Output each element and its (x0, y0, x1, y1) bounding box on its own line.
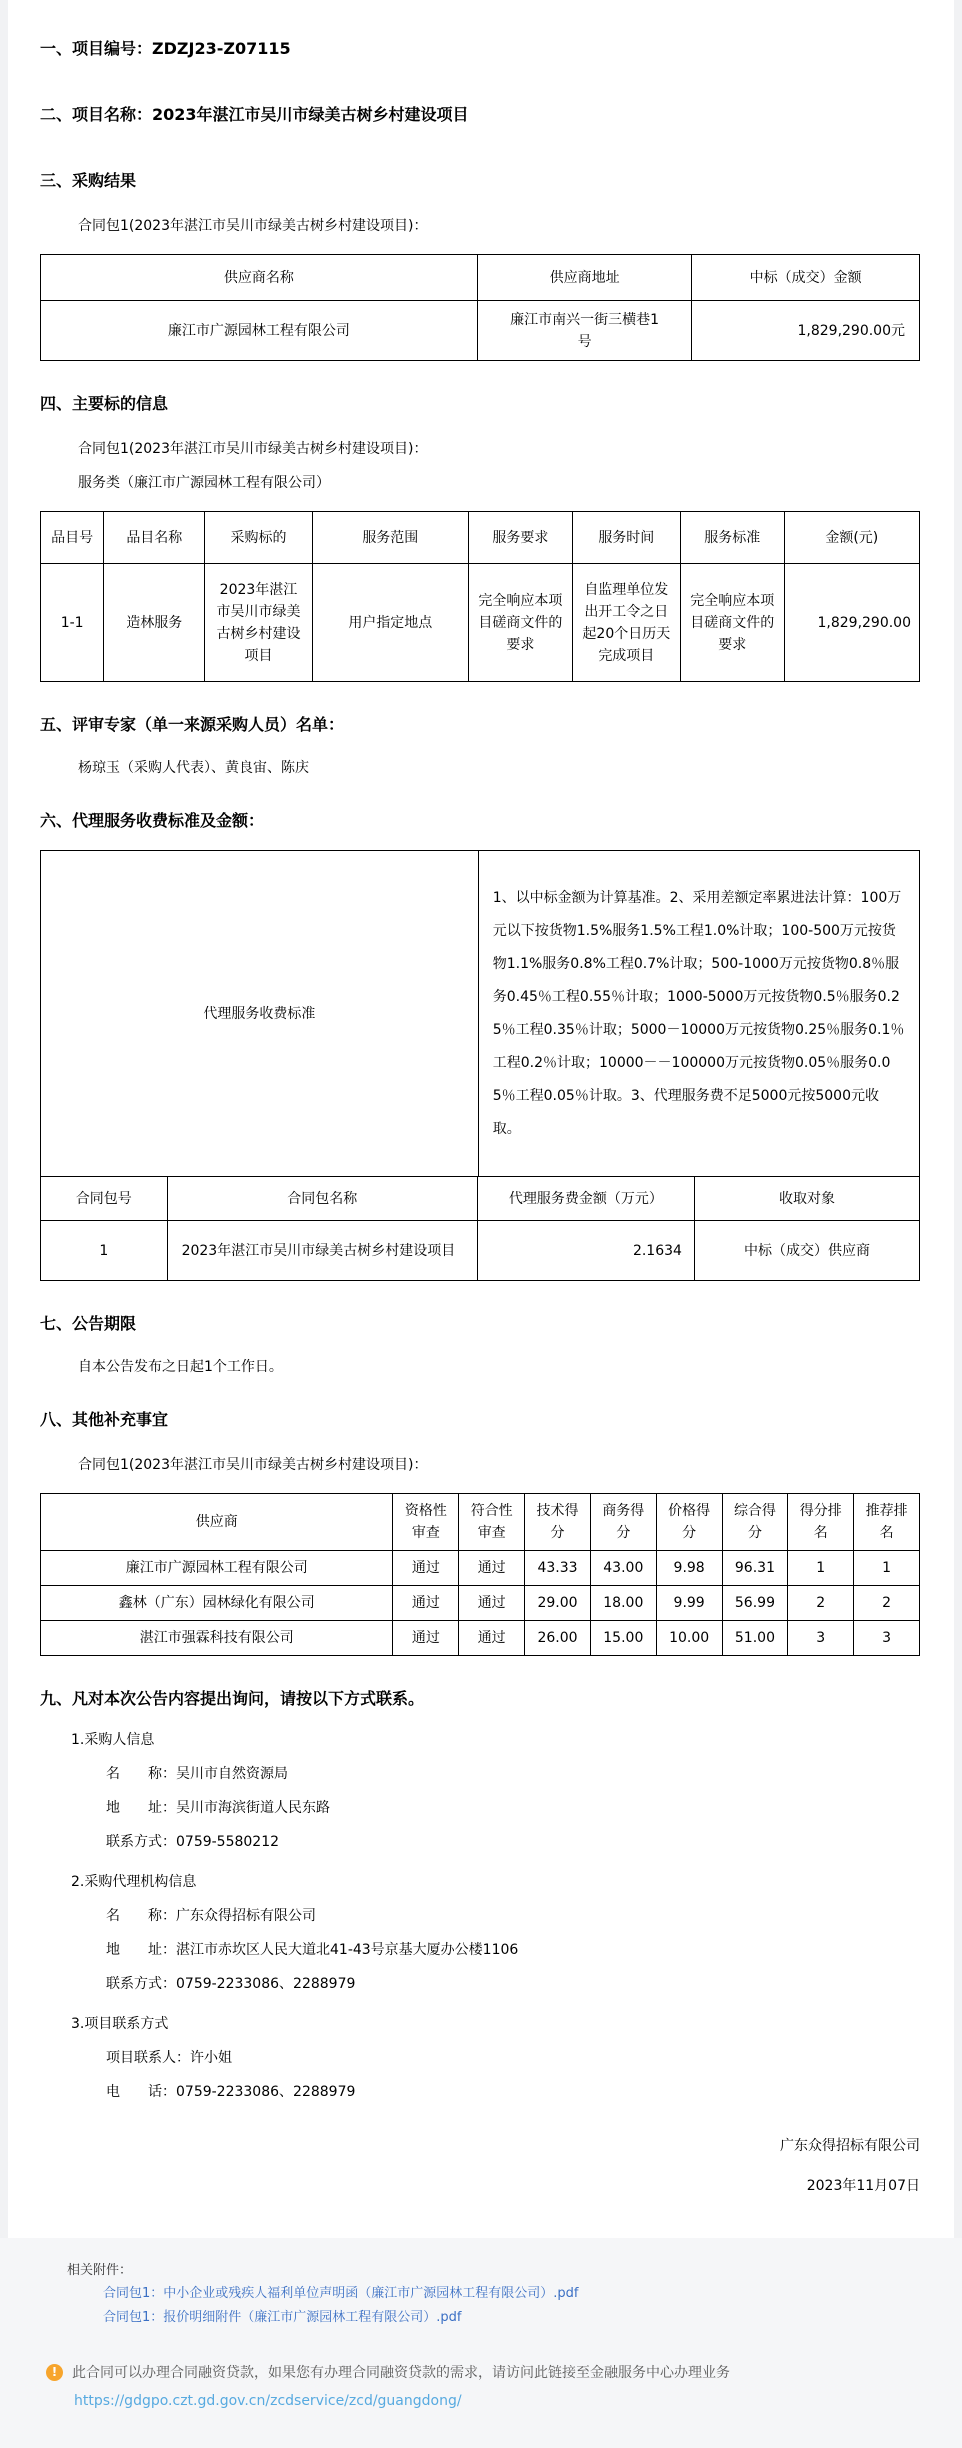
section-project-number: 一、项目编号：ZDZJ23-Z07115 (40, 39, 291, 58)
table-cell: 9.99 (656, 1586, 722, 1621)
table-cell: 10.00 (656, 1621, 722, 1656)
column-header: 得分排名 (788, 1494, 854, 1551)
project-contact-person: 项目联系人：许小姐 (106, 2050, 232, 2066)
table-cell: 43.00 (590, 1551, 656, 1586)
attachment-link[interactable]: 合同包1：报价明细附件（廉江市广源园林工程有限公司）.pdf (103, 2310, 462, 2325)
column-header: 综合得分 (722, 1494, 788, 1551)
table-cell: 26.00 (525, 1621, 591, 1656)
table-cell: 湛江市强霖科技有限公司 (41, 1621, 393, 1656)
column-header: 资格性审查 (393, 1494, 459, 1551)
column-header: 价格得分 (656, 1494, 722, 1551)
column-header: 服务要求 (469, 512, 573, 564)
table-cell: 2 (788, 1586, 854, 1621)
table-cell: 2023年湛江市吴川市绿美古树乡村建设项目 (205, 564, 312, 682)
table-cell: 完全响应本项目磋商文件的要求 (680, 564, 784, 682)
section-procurement-result-title: 三、采购结果 (40, 171, 137, 190)
column-header: 合同包名称 (167, 1177, 477, 1221)
category-line: 服务类（廉江市广源园林工程有限公司） (78, 475, 330, 491)
section-contact-title: 九、凡对本次公告内容提出询问，请按以下方式联系。 (40, 1689, 425, 1708)
project-contact-heading: 3.项目联系方式 (71, 2016, 169, 2032)
table-cell: 通过 (459, 1621, 525, 1656)
column-header: 服务范围 (312, 512, 468, 564)
column-header: 采购标的 (205, 512, 312, 564)
section-announcement-period-title: 七、公告期限 (40, 1314, 137, 1333)
table-cell: 完全响应本项目磋商文件的要求 (469, 564, 573, 682)
table-cell: 通过 (393, 1621, 459, 1656)
table-cell: 通过 (393, 1586, 459, 1621)
table-cell: 3 (854, 1621, 920, 1656)
purchaser-name: 名 称：吴川市自然资源局 (106, 1766, 288, 1782)
fee-package-table (40, 1176, 920, 1281)
section-subject-info-title: 四、主要标的信息 (40, 394, 169, 413)
agency-contact: 联系方式：0759-2233086、2288979 (106, 1976, 356, 1992)
column-header: 收取对象 (694, 1177, 919, 1221)
table-cell: 9.98 (656, 1551, 722, 1586)
table-cell: 廉江市广源园林工程有限公司 (41, 1551, 393, 1586)
experts-list: 杨琼玉（采购人代表）、黄良宙、陈庆 (78, 760, 309, 776)
table-cell: 56.99 (722, 1586, 788, 1621)
table-cell: 3 (788, 1621, 854, 1656)
project-contact-phone: 电 话：0759-2233086、2288979 (106, 2084, 356, 2100)
attachments-label: 相关附件： (67, 2263, 133, 2278)
fee-standard-text: 1、以中标金额为计算基准。2、采用差额定率累进法计算：100万元以下按货物1.5%服务1.5%工程1.0%计取；100-500万元按货物1.1%服务0.8%工程0.7%计取；500-1000万元按货物0.8％服务0.45％工程0.55％计取；1000-5000万元按货物0.5％服务0.25％工程0.35％计取；5000－10000万元按货物0.25％服务0.1％工程0.2％计取；10000－－100000万元按货物0.05％服务0.05％工程0.05％计取。3、代理服务费不足5000元按5000元收取。 (478, 851, 919, 1177)
section-project-name: 二、项目名称：2023年湛江市吴川市绿美古树乡村建设项目 (40, 105, 469, 124)
table-header-row (41, 1494, 920, 1551)
column-header: 中标（成交）金额 (692, 255, 920, 301)
subject-table (40, 511, 920, 682)
table-cell: 43.33 (525, 1551, 591, 1586)
column-header: 商务得分 (590, 1494, 656, 1551)
table-cell: 通过 (393, 1551, 459, 1586)
column-header: 代理服务费金额（万元） (477, 1177, 694, 1221)
table-cell: 51.00 (722, 1621, 788, 1656)
table-cell: 18.00 (590, 1586, 656, 1621)
table-header-row (41, 255, 920, 301)
column-header: 品目名称 (104, 512, 205, 564)
signature-block (40, 2136, 920, 2196)
finance-notice (46, 2362, 962, 2384)
column-header: 服务时间 (572, 512, 680, 564)
section-supplementary-title: 八、其他补充事宜 (40, 1410, 169, 1429)
table-row (41, 1621, 920, 1656)
table-cell: 29.00 (525, 1586, 591, 1621)
table-cell: 1 (788, 1551, 854, 1586)
table-cell: 廉江市南兴一街三横巷1号 (477, 301, 691, 361)
data-table (40, 254, 920, 361)
table-cell: 2023年湛江市吴川市绿美古树乡村建设项目 (167, 1221, 477, 1281)
table-cell: 廉江市广源园林工程有限公司 (41, 301, 478, 361)
table-cell: 2 (854, 1586, 920, 1621)
page-footer (0, 2238, 962, 2448)
table-cell: 1 (854, 1551, 920, 1586)
warning-icon: ! (46, 2364, 63, 2381)
package-line-supplementary: 合同包1(2023年湛江市吴川市绿美古树乡村建设项目)： (78, 1457, 428, 1473)
fee-standard-label: 代理服务收费标准 (41, 851, 479, 1177)
data-table (40, 1493, 920, 1656)
table-cell: 1,829,290.00元 (692, 301, 920, 361)
finance-notice-text: 此合同可以办理合同融资贷款，如果您有办理合同融资贷款的需求，请访问此链接至金融服务中心办理业务 (72, 2365, 730, 2381)
column-header: 供应商地址 (477, 255, 691, 301)
column-header: 符合性审查 (459, 1494, 525, 1551)
column-header: 合同包号 (41, 1177, 168, 1221)
table-row (41, 1551, 920, 1586)
package-line-result: 合同包1(2023年湛江市吴川市绿美古树乡村建设项目)： (78, 218, 428, 234)
purchaser-address: 地 址：吴川市海滨街道人民东路 (106, 1800, 330, 1816)
column-header: 供应商 (41, 1494, 393, 1551)
table-cell: 造林服务 (104, 564, 205, 682)
table-cell: 2.1634 (477, 1221, 694, 1281)
table-header-row (41, 512, 920, 564)
table-row (41, 564, 920, 682)
section-agency-fee-title: 六、代理服务收费标准及金额： (40, 811, 265, 830)
table-cell: 96.31 (722, 1551, 788, 1586)
table-row (41, 851, 920, 1177)
data-table (40, 511, 920, 682)
column-header: 品目号 (41, 512, 104, 564)
table-row (41, 301, 920, 361)
package-line-subject: 合同包1(2023年湛江市吴川市绿美古树乡村建设项目)： (78, 441, 428, 457)
attachments-list (103, 2282, 962, 2330)
attachment-link[interactable]: 合同包1：中小企业或残疾人福利单位声明函（廉江市广源园林工程有限公司）.pdf (103, 2286, 579, 2301)
table-cell: 1-1 (41, 564, 104, 682)
table-header-row (41, 1177, 920, 1221)
column-header: 推荐排名 (854, 1494, 920, 1551)
column-header: 技术得分 (525, 1494, 591, 1551)
agency-name: 名 称：广东众得招标有限公司 (106, 1908, 316, 1924)
table-row (41, 1221, 920, 1281)
table-cell: 通过 (459, 1586, 525, 1621)
score-table (40, 1493, 920, 1656)
table-cell: 鑫林（广东）园林绿化有限公司 (41, 1586, 393, 1621)
agency-address: 地 址：湛江市赤坎区人民大道北41-43号京基大厦办公楼1106 (106, 1942, 519, 1958)
finance-service-link[interactable]: https://gdgpo.czt.gd.gov.cn/zcdservice/zcd/guangdong/ (74, 2393, 462, 2409)
column-header: 金额(元) (784, 512, 919, 564)
purchaser-contact: 联系方式：0759-5580212 (106, 1834, 280, 1850)
table-cell: 15.00 (590, 1621, 656, 1656)
table-cell: 1 (41, 1221, 168, 1281)
result-table (40, 254, 920, 361)
table-cell: 用户指定地点 (312, 564, 468, 682)
section-experts-title: 五、评审专家（单一来源采购人员）名单： (40, 715, 345, 734)
fee-standard-table (40, 850, 920, 1177)
purchaser-info-heading: 1.采购人信息 (71, 1732, 155, 1748)
agency-info-heading: 2.采购代理机构信息 (71, 1874, 197, 1890)
signature-company: 广东众得招标有限公司 (780, 2138, 920, 2154)
column-header: 服务标准 (680, 512, 784, 564)
signature-date: 2023年11月07日 (806, 2178, 920, 2194)
column-header: 供应商名称 (41, 255, 478, 301)
table-cell: 自监理单位发出开工令之日起20个日历天完成项目 (572, 564, 680, 682)
table-cell: 中标（成交）供应商 (694, 1221, 919, 1281)
data-table (40, 1176, 920, 1281)
table-cell: 通过 (459, 1551, 525, 1586)
announcement-period-body: 自本公告发布之日起1个工作日。 (78, 1359, 283, 1375)
table-row (41, 1586, 920, 1621)
table-cell: 1,829,290.00 (784, 564, 919, 682)
announcement-document (8, 0, 954, 2238)
